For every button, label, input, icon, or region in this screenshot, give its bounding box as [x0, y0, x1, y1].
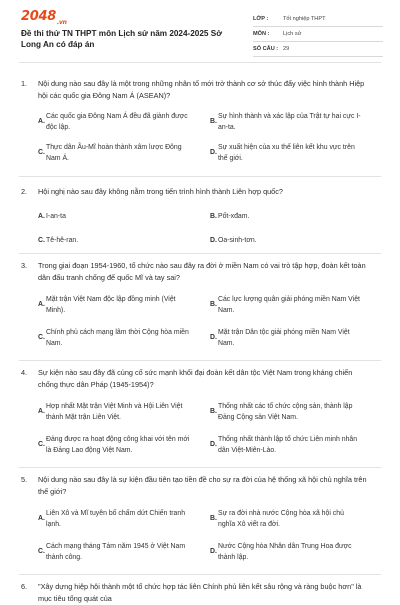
option-text: Thực dân Âu-Mĩ hoàn thành xâm lược Đông Nam Á.: [46, 144, 182, 162]
option-letter: A.: [38, 301, 45, 309]
question-divider: [19, 574, 381, 575]
question-divider: [19, 360, 381, 361]
question-text: Trong giai đoạn 1954-1960, tổ chức nào sau đây ra đời ở miền Nam có vai trò tập hợp, đoàn kết toàn dân đấu tranh chống đế quốc Mĩ và tay sai?: [38, 261, 366, 282]
header-divider: [19, 62, 381, 63]
question-number: 3.: [21, 261, 28, 270]
option-a[interactable]: [21, 402, 191, 423]
option-b[interactable]: [193, 402, 363, 423]
option-text: Các quốc gia Đông Nam Á đều đã giành được độc lập.: [46, 113, 188, 131]
option-b[interactable]: [193, 112, 363, 133]
option-letter: C.: [38, 334, 45, 342]
page-header: [0, 0, 400, 58]
question-2: [21, 186, 381, 250]
question-number: 1.: [21, 79, 28, 88]
question-text: "Xây dựng hiệp hội thành một tổ chức hợp tác liên Chính phủ liên kết sâu rộng và ràng buộc hơn" là mục tiêu tổng quát của: [38, 582, 362, 603]
question-divider: [19, 253, 381, 254]
option-letter: C.: [38, 441, 45, 449]
option-letter: D.: [210, 237, 217, 244]
option-letter: C.: [38, 149, 45, 157]
question-divider: [19, 176, 381, 177]
question-1: [21, 78, 381, 170]
meta-key: LỚP :: [253, 16, 269, 22]
option-c[interactable]: [21, 236, 191, 247]
option-text: Sự ra đời nhà nước Cộng hòa xã hội chủ nghĩa Xô viết ra đời.: [218, 510, 344, 528]
option-text: Tê-hê-ran.: [46, 237, 79, 244]
option-d[interactable]: [193, 542, 363, 563]
option-c[interactable]: [21, 435, 191, 456]
option-text: Các lực lượng quân giải phóng miền Nam Việt Nam.: [218, 296, 360, 314]
option-letter: A.: [38, 515, 45, 523]
option-letter: B.: [210, 515, 217, 523]
option-letter: A.: [38, 213, 45, 220]
option-text: Chính phủ cách mạng lâm thời Cộng hòa miền Nam.: [46, 329, 189, 347]
option-d[interactable]: [193, 328, 363, 349]
option-a[interactable]: [21, 112, 191, 133]
meta-row-class: [253, 12, 383, 27]
option-letter: B.: [210, 213, 217, 220]
option-b[interactable]: [193, 212, 363, 223]
option-letter: B.: [210, 118, 217, 126]
question-number: 5.: [21, 475, 28, 484]
option-d[interactable]: [193, 236, 363, 247]
meta-value: Tốt nghiệp THPT: [283, 16, 326, 22]
question-number: 4.: [21, 368, 28, 377]
question-5: [21, 474, 381, 570]
option-text: Thống nhất thành lập tổ chức Liên minh nhân dân Việt-Miên-Lào.: [218, 436, 358, 454]
option-letter: D.: [210, 149, 217, 157]
option-text: Hợp nhất Mặt trận Việt Minh và Hội Liên Việt thành Mặt trận Liên Việt.: [46, 403, 183, 421]
option-text: Thống nhất các tổ chức cộng sản, thành lập Đảng Cộng sản Việt Nam.: [218, 403, 353, 421]
question-text: Sự kiện nào sau đây đã củng cố sức mạnh khối đại đoàn kết dân tộc Việt Nam trong kháng chiến chống thực dân Pháp (1945-1954)?: [38, 368, 353, 389]
exam-meta: [253, 12, 383, 57]
question-text: Hội nghị nào sau đây không nằm trong tiến trình hình thành Liên hợp quốc?: [38, 187, 283, 196]
options: [21, 288, 381, 356]
option-text: Mặt trận Dân tộc giải phóng miền Nam Việt Nam.: [218, 329, 350, 347]
option-c[interactable]: [21, 542, 191, 563]
meta-key: SỐ CÂU :: [253, 46, 279, 52]
option-c[interactable]: [21, 143, 191, 164]
question-number: 2.: [21, 187, 28, 196]
question-6: [21, 581, 381, 605]
question-3: [21, 260, 381, 356]
option-b[interactable]: [193, 295, 363, 316]
question-number: 6.: [21, 582, 28, 591]
option-text: Liên Xô và Mĩ tuyên bố chấm dứt Chiến tranh lạnh.: [46, 510, 186, 528]
logo-suffix: .vn: [56, 18, 67, 26]
question-text: Nội dung nào sau đây là một trong những nhân tố mới trở thành cơ sở thúc đẩy việc hình thành Hiệp hội các quốc gia Đông Nam Á (ASEAN)?: [38, 79, 365, 100]
option-d[interactable]: [193, 143, 363, 164]
option-text: Oa-sinh-tơn.: [218, 237, 257, 244]
option-c[interactable]: [21, 328, 191, 349]
options: [21, 395, 381, 463]
option-d[interactable]: [193, 435, 363, 456]
option-b[interactable]: [193, 509, 363, 530]
option-text: Nước Cộng hòa Nhân dân Trung Hoa được thành lập.: [218, 543, 352, 561]
meta-row-question-count: [253, 42, 383, 57]
meta-value: Lịch sử: [283, 31, 302, 37]
option-text: Mặt trận Việt Nam độc lập đồng minh (Việt Minh).: [46, 296, 176, 314]
question-divider: [19, 467, 381, 468]
option-a[interactable]: [21, 212, 191, 223]
meta-value: 29: [283, 46, 290, 52]
option-letter: A.: [38, 408, 45, 416]
option-letter: D.: [210, 334, 217, 342]
option-text: Đảng được ra hoạt động công khai với tên mới là Đảng Lao động Việt Nam.: [46, 436, 190, 454]
meta-row-subject: [253, 27, 383, 42]
meta-key: MÔN :: [253, 31, 270, 37]
options: [21, 202, 381, 250]
site-logo[interactable]: [21, 9, 67, 26]
option-letter: C.: [38, 548, 45, 556]
option-text: Cách mạng tháng Tám năm 1945 ở Việt Nam thành công.: [46, 543, 186, 561]
question-4: [21, 367, 381, 463]
option-letter: D.: [210, 548, 217, 556]
option-text: Sự hình thành và xác lập của Trật tự hai cực I-an-ta.: [218, 113, 361, 131]
option-letter: C.: [38, 237, 45, 244]
option-text: Pốt-xđam.: [218, 213, 250, 220]
option-letter: B.: [210, 408, 217, 416]
option-a[interactable]: [21, 509, 191, 530]
option-letter: B.: [210, 301, 217, 309]
option-a[interactable]: [21, 295, 191, 316]
document-title: Đề thi thử TN THPT môn Lịch sử năm 2024-2025 Sở Long An có đáp án: [21, 29, 223, 49]
option-text: I-an-ta: [46, 213, 66, 220]
option-letter: D.: [210, 441, 217, 449]
options: [21, 106, 381, 170]
options: [21, 502, 381, 570]
logo-main: 2048: [21, 9, 56, 24]
option-text: Sự xuất hiện của xu thế liên kết khu vực trên thế giới.: [218, 144, 355, 162]
option-letter: A.: [38, 118, 45, 126]
question-text: Nội dung nào sau đây là sự kiện đầu tiên tạo tiền đề cho sự ra đời của hệ thống xã hội chủ nghĩa trên thế giới?: [38, 475, 367, 496]
